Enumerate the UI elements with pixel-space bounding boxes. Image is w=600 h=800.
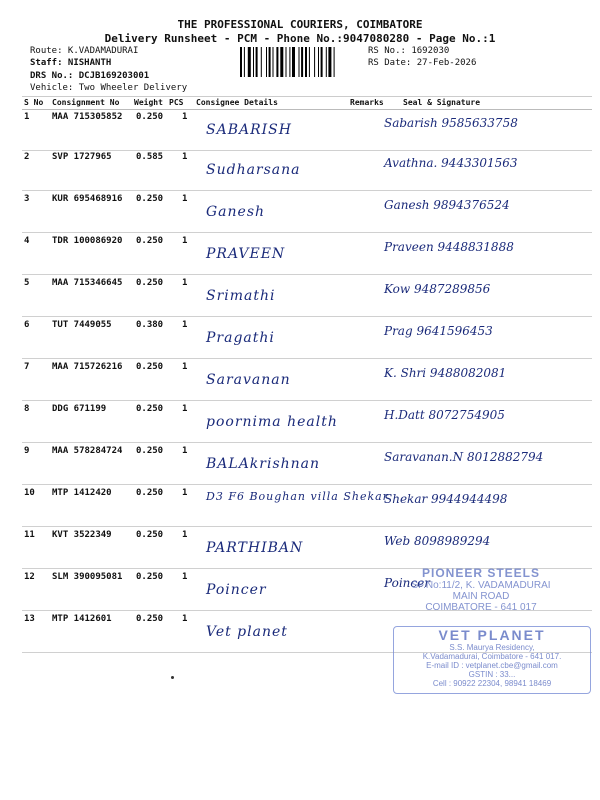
- consignee-handwriting: BALAkrishnan: [206, 456, 321, 472]
- route-label: Route: K.VADAMADURAI: [30, 46, 139, 56]
- table-row: [22, 526, 592, 569]
- barcode-bar: [280, 47, 283, 77]
- signature: Avathna. 9443301563: [384, 156, 518, 170]
- col-seal: Seal & Signature: [403, 98, 481, 107]
- cell-sno: 4: [24, 236, 30, 246]
- signature: Web 8098989294: [384, 534, 491, 548]
- consignee-handwriting: Saravanan: [206, 372, 291, 388]
- table-row: [22, 148, 592, 191]
- vehicle-label: Vehicle: Two Wheeler Delivery: [30, 83, 188, 93]
- consignee-handwriting: PRAVEEN: [206, 246, 286, 262]
- table-row: [22, 442, 592, 485]
- cell-weight: 0.250: [136, 194, 164, 204]
- barcode-bar: [314, 47, 315, 77]
- barcode-bar: [326, 47, 327, 77]
- consignee-handwriting: Srimathi: [206, 288, 276, 304]
- stamp-text: E-mail ID : vetplanet.cbe@gmail.com: [426, 661, 558, 670]
- cell-weight: 0.585: [136, 152, 164, 162]
- cell-weight: 0.250: [136, 488, 164, 498]
- cell-pcs: 1: [182, 320, 188, 330]
- table-row: [22, 274, 592, 317]
- barcode-bar: [253, 47, 254, 77]
- cell-weight: 0.250: [136, 362, 164, 372]
- cell-pcs: 1: [182, 404, 188, 414]
- cell-weight: 0.380: [136, 320, 164, 330]
- cell-sno: 13: [24, 614, 35, 624]
- drs-label: DRS No.: DCJB169203001: [30, 71, 150, 81]
- cell-pcs: 1: [182, 194, 188, 204]
- barcode-bar: [309, 47, 310, 77]
- consignee-handwriting: PARTHIBAN: [206, 540, 304, 556]
- stamp-text: PIONEER STEELS: [421, 566, 541, 580]
- consignee-handwriting: D3 F6 Boughan villa Shekar: [206, 490, 389, 503]
- barcode-bar: [289, 47, 290, 77]
- barcode-bar: [248, 47, 251, 77]
- cell-pcs: 1: [182, 152, 188, 162]
- col-weight: Weight: [134, 98, 163, 107]
- signature: Praveen 9448831888: [384, 240, 514, 254]
- cell-pcs: 1: [182, 446, 188, 456]
- barcode-bar: [286, 47, 287, 77]
- company-title: THE PROFESSIONAL COURIERS, COIMBATORE: [177, 18, 423, 31]
- cell-pcs: 1: [182, 112, 188, 122]
- table-row: [22, 190, 592, 233]
- cell-sno: 7: [24, 362, 30, 372]
- cell-pcs: 1: [182, 278, 188, 288]
- barcode-bar: [256, 47, 258, 77]
- barcode-bar: [240, 47, 242, 77]
- vet-planet-stamp: [393, 626, 591, 694]
- barcode-bar: [321, 47, 323, 77]
- cell-sno: 11: [24, 530, 35, 540]
- cell-weight: 0.250: [136, 236, 164, 246]
- barcode-bar: [305, 47, 307, 77]
- cell-sno: 10: [24, 488, 35, 498]
- cell-sno: 9: [24, 446, 30, 456]
- cell-sno: 2: [24, 152, 30, 162]
- table-row: [22, 108, 592, 151]
- table-row: [22, 358, 592, 401]
- stamp-title: VET PLANET: [438, 627, 546, 643]
- signature: Saravanan.N 8012882794: [384, 450, 544, 464]
- signature: Poincer: [384, 576, 430, 590]
- barcode-bar: [334, 47, 335, 77]
- cell-consignment: TUT 7449055: [52, 320, 112, 330]
- cell-pcs: 1: [182, 236, 188, 246]
- col-remarks: Remarks: [350, 98, 384, 107]
- stamp-text: Cell : 90922 22304, 98941 18469: [432, 679, 552, 688]
- consignee-handwriting: SABARISH: [206, 122, 292, 138]
- cell-pcs: 1: [182, 614, 188, 624]
- cell-sno: 1: [24, 112, 30, 122]
- stamp-text: SF.No:11/2, K. VADAMADURAI: [411, 580, 551, 591]
- cell-pcs: 1: [182, 362, 188, 372]
- signature: Sabarish 9585633758: [384, 116, 518, 130]
- cell-pcs: 1: [182, 572, 188, 582]
- cell-weight: 0.250: [136, 112, 164, 122]
- cell-sno: 3: [24, 194, 30, 204]
- cell-sno: 6: [24, 320, 30, 330]
- stamp-text: GSTIN : 33...: [468, 670, 516, 679]
- rs-date: RS Date: 27-Feb-2026: [368, 58, 477, 68]
- col-consignment: Consignment No: [52, 98, 120, 107]
- consignee-handwriting: Poincer: [206, 582, 267, 598]
- table-row: [22, 316, 592, 359]
- barcode-bar: [318, 47, 319, 77]
- cell-consignment: KVT 3522349: [52, 530, 112, 540]
- consignee-handwriting: poornima health: [206, 414, 338, 430]
- signature: H.Datt 8072754905: [384, 408, 505, 422]
- cell-sno: 5: [24, 278, 30, 288]
- table-row: [22, 400, 592, 443]
- cell-consignment: MAA 715726216: [52, 362, 123, 372]
- stamp-text: MAIN ROAD: [452, 591, 510, 602]
- barcode-bar: [269, 47, 271, 77]
- stamp-text: S.S. Maurya Residency,: [449, 643, 535, 652]
- cell-consignment: SVP 1727965: [52, 152, 112, 162]
- col-consignee: Consignee Details: [196, 98, 278, 107]
- barcode-bar: [244, 47, 245, 77]
- cell-weight: 0.250: [136, 572, 164, 582]
- cell-consignment: MAA 578284724: [52, 446, 123, 456]
- barcode: [240, 47, 364, 77]
- cell-weight: 0.250: [136, 446, 164, 456]
- cell-consignment: MTP 1412420: [52, 488, 112, 498]
- cell-sno: 8: [24, 404, 30, 414]
- staff-label: Staff: NISHANTH: [30, 58, 112, 68]
- barcode-bar: [301, 47, 303, 77]
- consignee-handwriting: Sudharsana: [206, 162, 301, 178]
- pioneer-steels-stamp: [383, 566, 579, 626]
- rs-number: RS No.: 1692030: [368, 46, 450, 56]
- stamp-text: COIMBATORE - 641 017: [425, 602, 537, 613]
- table-row: [22, 484, 592, 527]
- barcode-bar: [299, 47, 300, 77]
- barcode-bar: [276, 47, 278, 77]
- cell-consignment: MTP 1412601: [52, 614, 112, 624]
- signature: Ganesh 9894376524: [384, 198, 510, 212]
- cell-consignment: KUR 695468916: [52, 194, 123, 204]
- consignee-handwriting: Ganesh: [206, 204, 266, 220]
- cell-consignment: SLM 390095081: [52, 572, 123, 582]
- runsheet-subtitle: Delivery Runsheet - PCM - Phone No.:9047080280 - Page No.:1: [104, 32, 496, 45]
- ink-dot: [171, 676, 174, 679]
- col-sno: S No: [24, 98, 44, 107]
- cell-pcs: 1: [182, 530, 188, 540]
- cell-consignment: DDG 671199: [52, 404, 107, 414]
- cell-weight: 0.250: [136, 530, 164, 540]
- barcode-bar: [328, 47, 331, 77]
- barcode-bar: [261, 47, 262, 77]
- cell-weight: 0.250: [136, 278, 164, 288]
- stamp-text: K.Vadamadurai, Coimbatore - 641 017.: [422, 652, 562, 661]
- signature: K. Shri 9488082081: [384, 366, 507, 380]
- barcode-bar: [273, 47, 274, 77]
- barcode-bar: [292, 47, 295, 77]
- cell-consignment: MAA 715305852: [52, 112, 123, 122]
- cell-consignment: TDR 100086920: [52, 236, 123, 246]
- consignee-handwriting: Vet planet: [206, 624, 288, 640]
- signature: Shekar 9944944498: [384, 492, 508, 506]
- cell-sno: 12: [24, 572, 35, 582]
- cell-weight: 0.250: [136, 404, 164, 414]
- cell-weight: 0.250: [136, 614, 164, 624]
- signature: Prag 9641596453: [384, 324, 493, 338]
- cell-consignment: MAA 715346645: [52, 278, 123, 288]
- barcode-bar: [266, 47, 267, 77]
- signature: Kow 9487289856: [384, 282, 491, 296]
- table-row: [22, 232, 592, 275]
- col-pcs: PCS: [169, 98, 184, 107]
- consignee-handwriting: Pragathi: [206, 330, 275, 346]
- cell-pcs: 1: [182, 488, 188, 498]
